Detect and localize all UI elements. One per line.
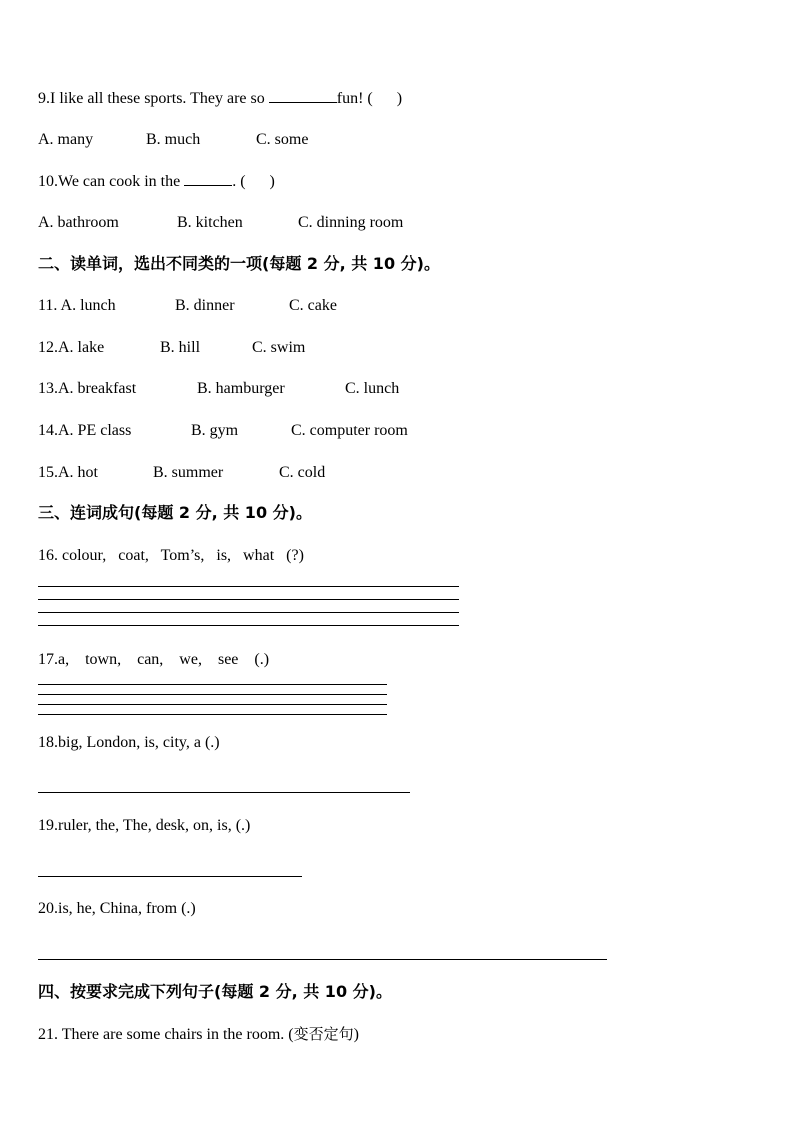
answer-line[interactable] bbox=[38, 684, 387, 685]
option-b: B. hill bbox=[160, 339, 201, 356]
question-9: 9.I like all these sports. They are so fun! ( ) bbox=[38, 90, 403, 107]
answer-line[interactable] bbox=[38, 612, 459, 613]
question-12: 12.A. lake bbox=[38, 339, 105, 356]
answer-line[interactable] bbox=[38, 792, 410, 793]
question-18: 18.big, London, is, city, a (.) bbox=[38, 734, 220, 751]
answer-line[interactable] bbox=[38, 599, 459, 600]
option-b: B. hamburger bbox=[197, 380, 285, 397]
section-3-heading: 三、连词成句(每题 2 分, 共 10 分)。 bbox=[38, 503, 312, 522]
question-11: 11. A. lunch bbox=[38, 297, 116, 314]
option-c: C. some bbox=[256, 131, 309, 148]
option-b: B. gym bbox=[191, 422, 239, 439]
question-21: 21. There are some chairs in the room. (变否定句) bbox=[38, 1025, 359, 1043]
option-c: C. cake bbox=[289, 297, 337, 314]
option-b: B. summer bbox=[153, 464, 224, 481]
option-c: C. dinning room bbox=[298, 214, 404, 231]
option-b: B. dinner bbox=[175, 297, 235, 314]
section-2-heading: 二、读单词，选出不同类的一项(每题 2 分, 共 10 分)。 bbox=[38, 254, 440, 273]
option-c: C. computer room bbox=[291, 422, 408, 439]
question-14: 14.A. PE class bbox=[38, 422, 132, 439]
answer-blank[interactable] bbox=[269, 88, 337, 103]
option-c: C. swim bbox=[252, 339, 306, 356]
option-c: C. lunch bbox=[345, 380, 400, 397]
answer-line[interactable] bbox=[38, 876, 302, 877]
answer-line[interactable] bbox=[38, 625, 459, 626]
question-17: 17.a, town, can, we, see (.) bbox=[38, 651, 270, 668]
question-19: 19.ruler, the, The, desk, on, is, (.) bbox=[38, 817, 251, 834]
question-15: 15.A. hot bbox=[38, 464, 98, 481]
question-13: 13.A. breakfast bbox=[38, 380, 137, 397]
section-4-heading: 四、按要求完成下列句子(每题 2 分, 共 10 分)。 bbox=[38, 982, 392, 1001]
answer-line[interactable] bbox=[38, 959, 607, 960]
question-16: 16. colour, coat, Tom’s, is, what (?) bbox=[38, 547, 304, 564]
answer-line[interactable] bbox=[38, 704, 387, 705]
answer-line[interactable] bbox=[38, 694, 387, 695]
option-a: A. bathroom bbox=[38, 214, 119, 231]
question-10: 10.We can cook in the . ( ) bbox=[38, 173, 275, 190]
answer-blank[interactable] bbox=[184, 171, 232, 186]
option-a: A. many bbox=[38, 131, 94, 148]
option-b: B. much bbox=[146, 131, 201, 148]
answer-line[interactable] bbox=[38, 586, 459, 587]
option-c: C. cold bbox=[279, 464, 326, 481]
option-b: B. kitchen bbox=[177, 214, 243, 231]
answer-line[interactable] bbox=[38, 714, 387, 715]
question-20: 20.is, he, China, from (.) bbox=[38, 900, 196, 917]
